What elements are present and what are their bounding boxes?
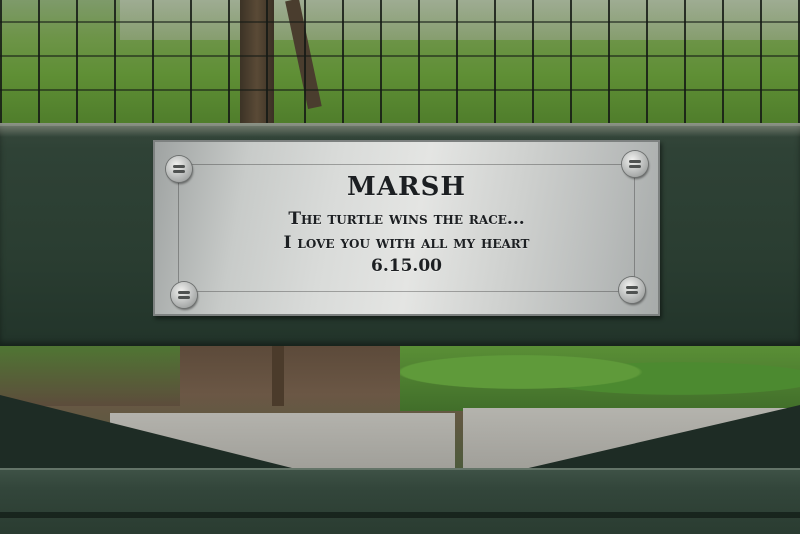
screw-icon [619,277,645,303]
screw-icon [171,282,197,308]
wire-fence [0,0,800,125]
plaque-inscription-line-1: The turtle wins the race... [288,209,525,229]
seat-board-groove [0,512,800,518]
wooden-stake [272,346,284,406]
ground-plants-right [400,346,800,411]
backrest-worn-edge [0,123,800,137]
plaque-date: 6.15.00 [371,256,442,276]
plaque-inscription-line-2: I love you with all my heart [283,233,530,253]
ground-plants-left [0,346,180,406]
bench-seat-board [0,468,800,534]
plaque-name: MARSH [347,172,466,202]
